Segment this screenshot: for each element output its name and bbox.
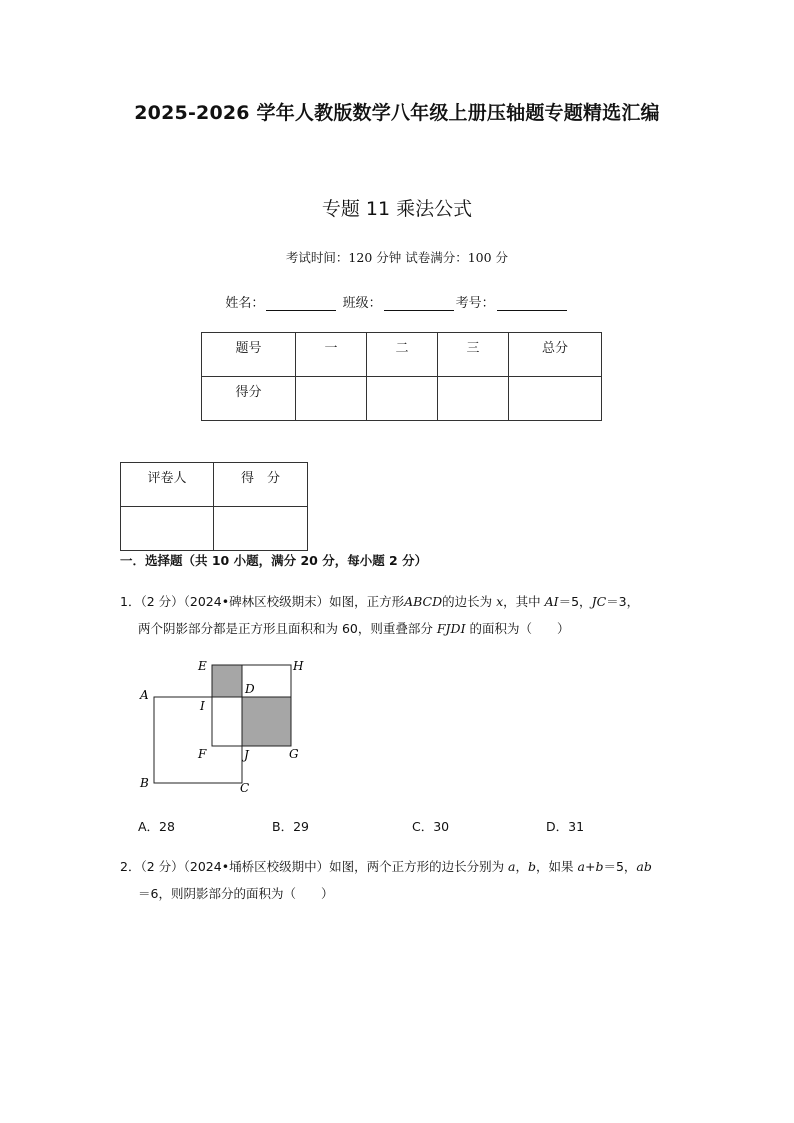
q1-text: 的边长为 [442,594,497,609]
q1-var: FJDI [436,621,466,636]
score-header-cell: 一 [296,333,367,377]
score-header-cell: 三 [438,333,509,377]
score-cell[interactable] [509,377,602,421]
q2-text: ， [515,859,529,874]
class-label: 班级： [342,296,382,311]
q2-text: ＝5， [603,859,637,874]
q2-var: b [528,859,537,874]
topic-title: 专题 11 乘法公式 [321,198,473,220]
question-2-line-1 [120,853,680,880]
score-table [201,332,602,421]
score-header-cell: 题号 [202,333,296,377]
label-f: F [198,747,207,761]
shaded-square-small [212,665,242,697]
square-abcd [154,697,242,783]
q1-text: ＝3， [606,594,640,609]
name-label: 姓名： [225,296,265,311]
label-c: C [240,781,250,795]
exam-info: 考试时间：120 分钟 试卷满分：100 分 [285,250,509,265]
q2-text: （2 分）（2024•埇桥区校级期中）如图，两个正方形的边长分别为 [140,859,509,874]
q1-text: 的面积为（ ） [465,621,570,636]
score-cell[interactable] [296,377,367,421]
grader-cell[interactable] [214,507,308,551]
shaded-square-large [242,697,291,746]
q2-var: ab [636,859,652,874]
class-blank[interactable] [384,296,454,311]
q1-var: x [496,594,504,609]
question-1-line-2 [120,615,680,642]
section-heading: 一．选择题（共 10 小题，满分 20 分，每小题 2 分） [120,553,428,568]
grader-header-cell: 得 分 [214,463,308,507]
q2-var: a+b [577,859,604,874]
exam-no-label: 考号： [455,296,495,311]
page-title: 2025-2026 学年人教版数学八年级上册压轴题专题精选汇编 [134,102,660,124]
label-i: I [200,699,205,713]
exam-no-blank[interactable] [497,296,567,311]
label-b: B [140,776,149,790]
q1-text: ＝5， [558,594,592,609]
choice-c[interactable]: C．30 [412,819,450,834]
q1-text: 两个阴影部分都是正方形且面积和为 60，则重叠部分 [138,621,437,636]
question-number: 2． [120,859,141,874]
score-row-label: 得分 [202,377,296,421]
name-blank[interactable] [266,296,336,311]
choice-b[interactable]: B．29 [272,819,309,834]
grader-header-cell: 评卷人 [121,463,214,507]
label-a: A [140,688,149,702]
choice-d[interactable]: D．31 [546,819,585,834]
score-header-cell: 总分 [509,333,602,377]
q1-var: ABCD [404,594,443,609]
question-1-line-1 [120,588,680,615]
q1-text: ，其中 [503,594,545,609]
q1-geometry-figure [130,655,310,800]
question-1 [120,588,680,642]
q2-text: ，如果 [536,859,578,874]
grader-table [120,462,308,551]
student-info-line [0,292,794,311]
score-cell[interactable] [367,377,438,421]
question-number: 1． [120,594,141,609]
question-2-line-2: ＝6，则阴影部分的面积为（ ） [138,886,334,901]
label-e: E [198,659,207,673]
label-d: D [245,682,255,696]
score-cell[interactable] [438,377,509,421]
q1-var: JC [591,594,607,609]
grader-cell[interactable] [121,507,214,551]
q1-var: AI [544,594,559,609]
score-header-cell: 二 [367,333,438,377]
label-h: H [293,659,304,673]
q2-var: a [508,859,516,874]
q1-text: （2 分）（2024•碑林区校级期末）如图，正方形 [140,594,405,609]
choice-a[interactable]: A．28 [138,819,175,834]
label-g: G [289,747,299,761]
question-2 [120,853,680,907]
label-j: J [244,748,249,762]
